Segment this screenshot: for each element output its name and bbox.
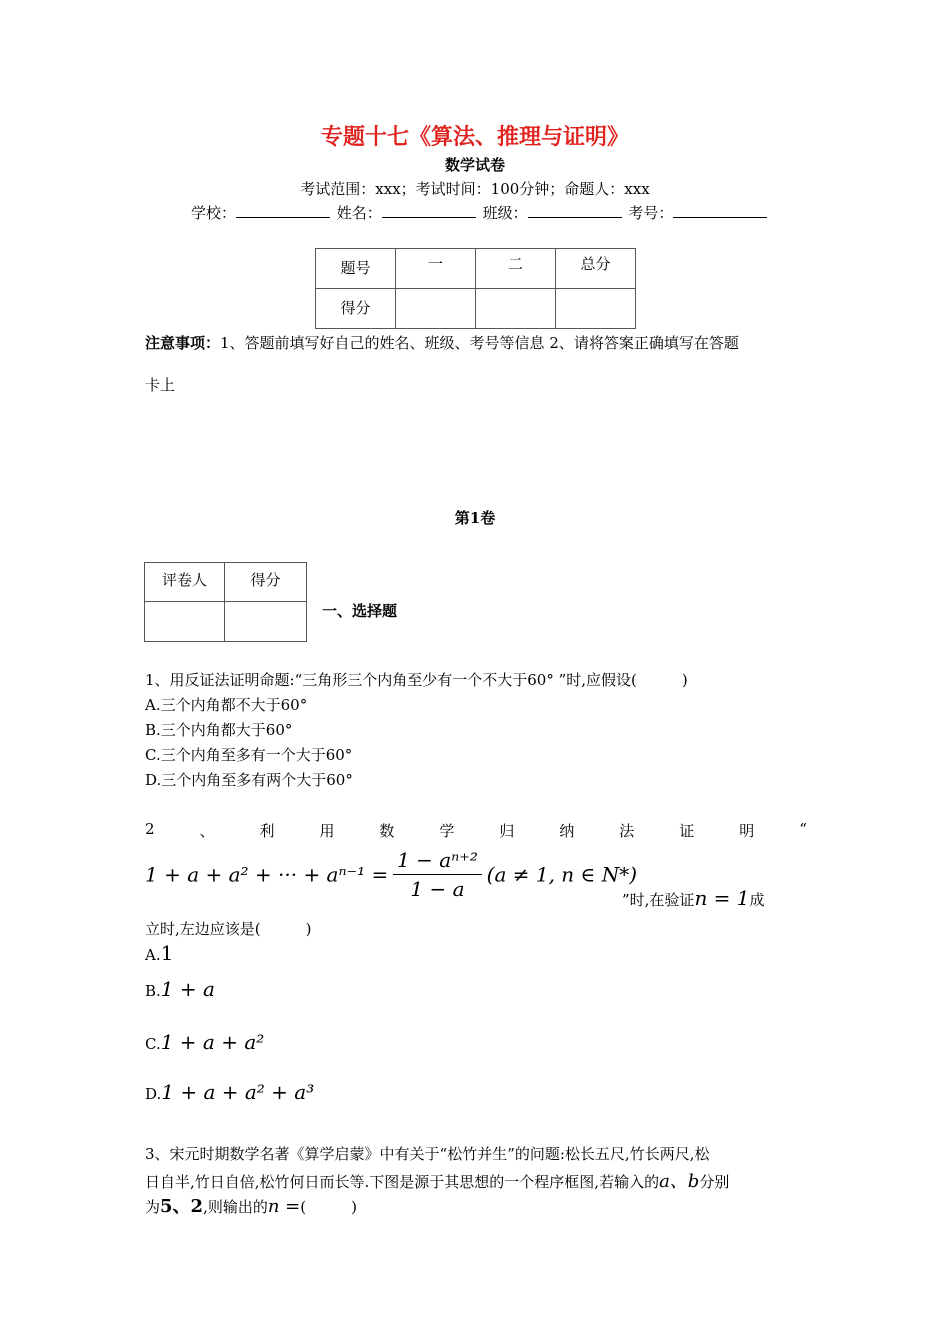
n-equals-one: n = 1 (694, 886, 750, 910)
score-row-label: 得分 (316, 289, 396, 329)
question-2-option (145, 941, 173, 965)
q3-values: 5、2 (160, 1196, 204, 1217)
spread-char: 明 (739, 822, 755, 840)
grader-cell[interactable] (225, 602, 307, 642)
number-field[interactable] (673, 203, 767, 218)
school-field[interactable] (236, 203, 330, 218)
question-2-formula-line (145, 848, 637, 901)
q3-text: ,则输出的 (203, 1198, 268, 1216)
end-text: 成 (749, 891, 765, 909)
q3-vars: a、b (659, 1171, 700, 1192)
option-formula: 1 + a + a² (160, 1030, 265, 1054)
number-label: 考号： (628, 204, 674, 222)
spread-char: “ (799, 820, 807, 838)
page-subtitle: 数学试卷 (444, 156, 505, 174)
formula-sum: 1 + a + a² + ··· + aⁿ⁻¹ = (145, 862, 389, 887)
score-header-cell: 总分 (556, 249, 636, 289)
option-formula: 1 + a (160, 977, 215, 1001)
option-label: B. (145, 982, 161, 1000)
school-label: 学校： (191, 204, 237, 222)
volume-heading: 第1卷 (454, 509, 496, 527)
spread-char: 法 (619, 822, 635, 840)
mid-text: ”时,在验证 (622, 891, 695, 909)
question-3-line-1: 3、宋元时期数学名著《算学启蒙》中有关于“松竹并生”的问题:松长五尺,竹长两尺,松 (145, 1145, 710, 1163)
notice-continued: 卡上 (145, 376, 176, 394)
q3-text: 为 (145, 1198, 161, 1216)
question-2-stem-end: 立时,左边应该是( ) (145, 920, 312, 938)
grader-header-cell: 评卷人 (145, 563, 225, 602)
spread-char: 纳 (559, 822, 575, 840)
q3-text: 日自半,竹日自倍,松竹何日而长等.下图是源于其思想的一个程序框图,若输入的 (145, 1173, 660, 1191)
grader-table (144, 562, 307, 642)
q3-n-equals: n = (267, 1196, 301, 1217)
class-field[interactable] (528, 203, 622, 218)
spread-char: 数 (379, 822, 395, 840)
notice-label: 注意事项： (145, 334, 221, 352)
fraction-numerator: 1 − aⁿ⁺² (393, 848, 482, 875)
score-cell[interactable] (476, 289, 556, 329)
formula-fraction (393, 848, 482, 901)
question-3-line-3 (145, 1192, 357, 1218)
q3-text: 分别 (699, 1173, 730, 1191)
spread-char: 归 (499, 822, 515, 840)
section-heading: 一、选择题 (322, 602, 398, 620)
spread-char: 2 (145, 820, 155, 838)
spread-char: 利 (259, 822, 275, 840)
score-header-cell: 一 (396, 249, 476, 289)
score-table (315, 248, 636, 329)
notice-text: 1、答题前填写好自己的姓名、班级、考号等信息 2、请将答案正确填写在答题 (220, 334, 739, 352)
question-2-intro (145, 820, 807, 841)
class-label: 班级： (482, 204, 528, 222)
score-cell[interactable] (556, 289, 636, 329)
spread-char: 学 (439, 822, 455, 840)
spread-char: 用 (319, 822, 335, 840)
question-2-midtext (622, 886, 765, 910)
question-1-option: B.三个内角都大于60° (145, 721, 293, 739)
option-label: D. (145, 1085, 162, 1103)
score-header-cell: 二 (476, 249, 556, 289)
q3-text: ( ) (300, 1198, 357, 1216)
spread-char: 、 (199, 822, 215, 840)
notice (145, 332, 739, 353)
option-label: A. (145, 946, 161, 964)
question-2-option (145, 1080, 314, 1104)
option-label: C. (145, 1035, 161, 1053)
question-1-option: D.三个内角至多有两个大于60° (145, 771, 353, 789)
question-1-stem: 1、用反证法证明命题:“三角形三个内角至少有一个不大于60° ”时,应假设( ) (145, 671, 688, 689)
question-1-option: C.三个内角至多有一个大于60° (145, 746, 353, 764)
question-1-option: A.三个内角都不大于60° (145, 696, 308, 714)
name-label: 姓名： (336, 204, 382, 222)
name-field[interactable] (382, 203, 476, 218)
option-formula: 1 (160, 941, 174, 965)
question-2-option (145, 977, 215, 1001)
fraction-denominator: 1 − a (410, 877, 465, 901)
student-info-fields (191, 202, 769, 223)
question-2-option (145, 1030, 264, 1054)
spread-char: 证 (679, 822, 695, 840)
score-header-cell: 题号 (316, 249, 396, 289)
grader-header-cell: 得分 (225, 563, 307, 602)
exam-info: 考试范围：xxx；考试时间：100分钟；命题人：xxx (300, 180, 650, 198)
grader-cell[interactable] (145, 602, 225, 642)
question-3-line-2 (145, 1167, 729, 1193)
option-formula: 1 + a + a² + a³ (161, 1080, 315, 1104)
page-title: 专题十七《算法、推理与证明》 (320, 124, 629, 150)
formula-condition: (a ≠ 1, n ∈ N*) (486, 862, 637, 887)
score-cell[interactable] (396, 289, 476, 329)
